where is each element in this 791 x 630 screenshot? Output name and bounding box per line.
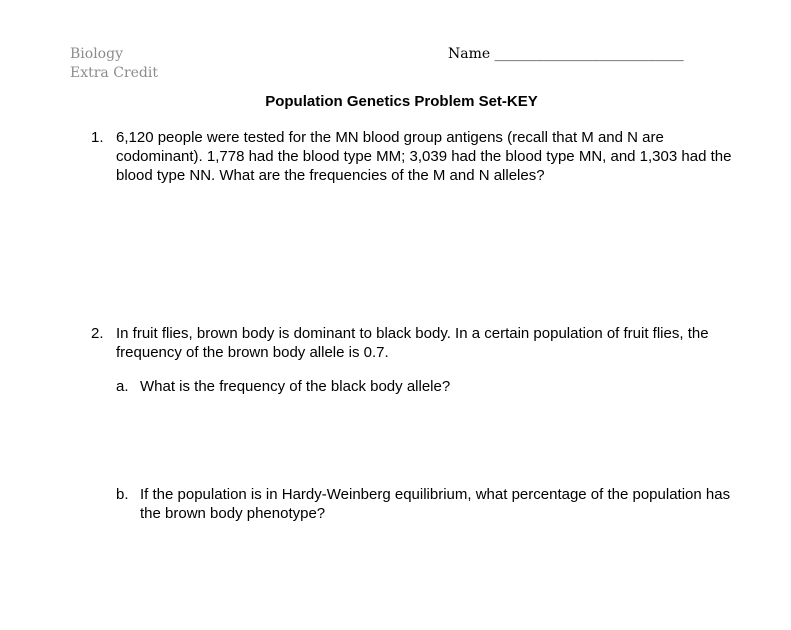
part-text: What is the frequency of the black body allele? — [140, 378, 451, 395]
page-title: Population Genetics Problem Set-KEY — [265, 93, 538, 110]
part-text: If the population is in Hardy-Weinberg equilibrium, what percentage of the population has the brown body phenotype? — [140, 486, 731, 522]
part-letter: b. — [116, 486, 129, 503]
question-number: 1. — [91, 129, 104, 146]
part-letter: a. — [116, 378, 129, 395]
course-name: Biology — [70, 46, 123, 62]
question-number: 2. — [91, 325, 104, 342]
question-text: In fruit flies, brown body is dominant to black body. In a certain population of fruit flies, the frequency of the brown body allele is 0.7. — [116, 325, 709, 361]
header-course-block — [70, 45, 158, 83]
course-subtitle: Extra Credit — [70, 65, 158, 81]
name-field-label: Name ___________________________ — [448, 46, 684, 62]
question-text: 6,120 people were tested for the MN blood group antigens (recall that M and N are codominant). 1,778 had the blood type MM; 3,039 had the blood type MN, and 1,303 had the blood type NN. What are the frequencies of the M and N alleles? — [116, 129, 732, 184]
